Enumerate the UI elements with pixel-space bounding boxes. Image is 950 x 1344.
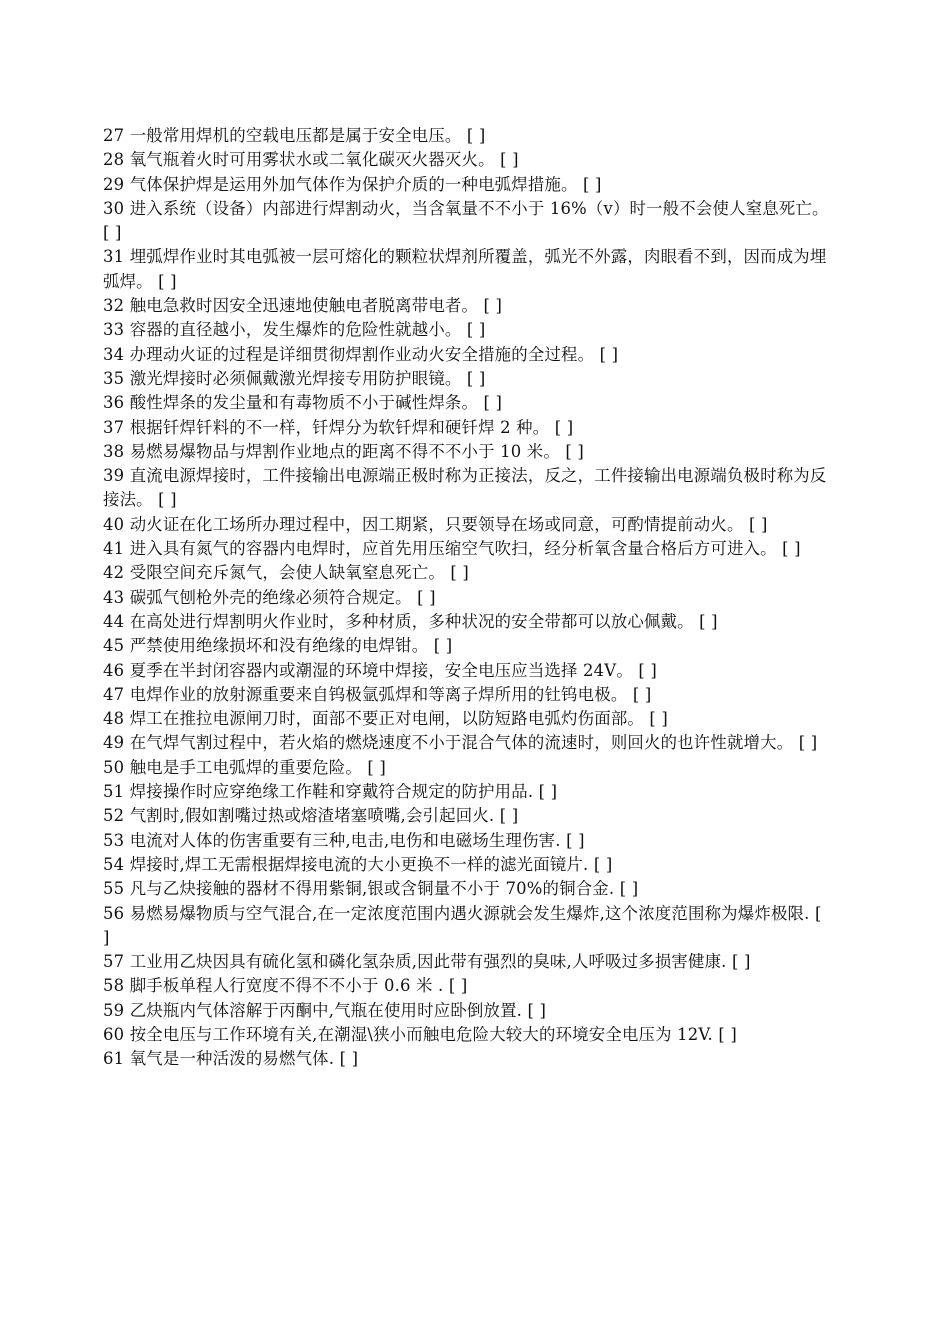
question-text: 氧气瓶着火时可用雾状水或二氧化碳灭火器灭火。 [ ]: [129, 150, 519, 170]
question-item: [103, 877, 833, 901]
question-text: 动火证在化工场所办理过程中，因工期紧，只要领导在场或同意，可酌情提前动火。 [ ]: [129, 514, 768, 534]
question-number: 49: [103, 733, 125, 753]
question-number: 44: [103, 611, 125, 631]
question-item: [103, 586, 833, 610]
question-number: 42: [103, 563, 125, 583]
question-number: 54: [103, 854, 125, 874]
question-item: [103, 464, 833, 513]
question-item: [103, 318, 833, 342]
question-number: 59: [103, 1000, 125, 1020]
question-text: 脚手板单程人行宽度不得不不小于 0.6 米 . [ ]: [129, 976, 468, 996]
question-text: 在高处进行焊割明火作业时，多种材质，多种状况的安全带都可以放心佩戴。 [ ]: [129, 611, 718, 631]
question-number: 47: [103, 684, 125, 704]
question-item: [103, 440, 833, 464]
question-text: 酸性焊条的发尘量和有毒物质不小于碱性焊条。 [ ]: [129, 393, 503, 413]
question-item: [103, 343, 833, 367]
question-number: 53: [103, 830, 125, 850]
question-item: [103, 367, 833, 391]
question-item: [103, 659, 833, 683]
question-item: [103, 780, 833, 804]
question-number: 30: [103, 198, 125, 218]
question-item: [103, 950, 833, 974]
question-text: 易燃易爆物品与焊割作业地点的距离不得不不小于 10 米。 [ ]: [129, 441, 584, 461]
question-item: [103, 1023, 833, 1047]
question-text: 直流电源焊接时，工件接输出电源端正极时称为正接法，反之，工件接输出电源端负极时称为反接法。 [ ]: [103, 466, 827, 510]
question-item: [103, 634, 833, 658]
question-number: 35: [103, 368, 125, 388]
question-item: [103, 148, 833, 172]
question-number: 43: [103, 587, 125, 607]
question-item: [103, 683, 833, 707]
question-text: 焊接时,焊工无需根据焊接电流的大小更换不一样的滤光面镜片. [ ]: [129, 854, 613, 874]
question-number: 60: [103, 1024, 125, 1044]
question-text: 夏季在半封闭容器内或潮湿的环境中焊接，安全电压应当选择 24V。 [ ]: [129, 660, 657, 680]
question-number: 61: [103, 1049, 125, 1069]
question-number: 52: [103, 806, 125, 826]
question-item: [103, 731, 833, 755]
question-item: [103, 391, 833, 415]
question-text: 受限空间充斥氮气，会使人缺氧窒息死亡。 [ ]: [129, 563, 469, 583]
question-text: 焊接操作时应穿绝缘工作鞋和穿戴符合规定的防护用品. [ ]: [129, 782, 558, 802]
question-text: 气体保护焊是运用外加气体作为保护介质的一种电弧焊措施。 [ ]: [129, 174, 602, 194]
question-text: 电流对人体的伤害重要有三种,电击,电伤和电磁场生理伤害. [ ]: [129, 830, 585, 850]
question-text: 严禁使用绝缘损坏和没有绝缘的电焊钳。 [ ]: [129, 636, 453, 656]
question-item: [103, 416, 833, 440]
question-number: 32: [103, 296, 125, 316]
question-number: 37: [103, 417, 125, 437]
question-text: 按全电压与工作环境有关,在潮湿\狭小而触电危险大较大的环境安全电压为 12V. [ ]: [129, 1024, 737, 1044]
question-text: 进入具有氮气的容器内电焊时，应首先用压缩空气吹扫，经分析氧含量合格后方可进入。 [ ]: [129, 539, 801, 559]
question-text: 根据钎焊钎料的不一样，钎焊分为软钎焊和硬钎焊 2 种。 [ ]: [129, 417, 574, 437]
question-number: 58: [103, 976, 125, 996]
question-number: 55: [103, 879, 125, 899]
question-text: 激光焊接时必须佩戴激光焊接专用防护眼镜。 [ ]: [129, 368, 486, 388]
question-item: [103, 853, 833, 877]
question-item: [103, 756, 833, 780]
question-text: 焊工在推拉电源闸刀时，面部不要正对电闸，以防短路电弧灼伤面部。 [ ]: [129, 709, 669, 729]
question-item: [103, 124, 833, 148]
question-number: 38: [103, 441, 125, 461]
question-number: 56: [103, 903, 125, 923]
question-text: 进入系统（设备）内部进行焊割动火，当含氧量不不小于 16%（v）时一般不会使人窒息死亡。 [ ]: [103, 198, 829, 243]
question-text: 气割时,假如割嘴过热或熔渣堵塞喷嘴,会引起回火. [ ]: [129, 806, 519, 826]
question-number: 46: [103, 660, 125, 680]
question-number: 50: [103, 757, 125, 777]
question-number: 33: [103, 320, 125, 340]
question-number: 57: [103, 952, 125, 972]
question-list: [103, 124, 833, 1072]
question-text: 凡与乙炔接触的器材不得用紫铜,银或含铜量不小于 70%的铜合金. [ ]: [129, 879, 639, 899]
question-number: 27: [103, 126, 125, 145]
question-number: 31: [103, 247, 125, 267]
question-item: [103, 974, 833, 998]
question-number: 40: [103, 514, 125, 534]
question-item: [103, 197, 833, 246]
question-item: [103, 999, 833, 1023]
question-text: 电焊作业的放射源重要来自钨极氩弧焊和等离子焊所用的钍钨电极。 [ ]: [129, 684, 652, 704]
question-number: 36: [103, 393, 125, 413]
question-text: 埋弧焊作业时其电弧被一层可熔化的颗粒状焊剂所覆盖，弧光不外露，肉眼看不到，因而成为埋弧焊。 [ ]: [103, 247, 827, 291]
question-item: [103, 829, 833, 853]
question-text: 乙炔瓶内气体溶解于丙酮中,气瓶在使用时应卧倒放置. [ ]: [129, 1000, 547, 1020]
question-text: 触电是手工电弧焊的重要危险。 [ ]: [129, 757, 386, 777]
question-text: 办理动火证的过程是详细贯彻焊割作业动火安全措施的全过程。 [ ]: [129, 344, 619, 364]
question-item: [103, 1047, 833, 1071]
question-number: 45: [103, 636, 125, 656]
question-item: [103, 561, 833, 585]
question-item: [103, 294, 833, 318]
question-number: 29: [103, 174, 125, 194]
question-text: 触电急救时因安全迅速地使触电者脱离带电者。 [ ]: [129, 296, 503, 316]
question-text: 碳弧气刨枪外壳的绝缘必须符合规定。 [ ]: [129, 587, 436, 607]
question-item: [103, 902, 833, 951]
question-number: 51: [103, 782, 125, 802]
question-number: 39: [103, 466, 125, 486]
question-text: 在气焊气割过程中，若火焰的燃烧速度不小于混合气体的流速时，则回火的也许性就增大。 [ ]: [129, 733, 818, 753]
question-number: 28: [103, 150, 125, 170]
question-number: 48: [103, 709, 125, 729]
question-item: [103, 173, 833, 197]
question-text: 氧气是一种活泼的易燃气体. [ ]: [129, 1049, 359, 1069]
question-text: 易燃易爆物质与空气混合,在一定浓度范围内遇火源就会发生爆炸,这个浓度范围称为爆炸极限. [ ]: [103, 903, 822, 947]
question-item: [103, 513, 833, 537]
question-item: [103, 804, 833, 828]
question-item: [103, 707, 833, 731]
question-text: 工业用乙炔因具有硫化氢和磷化氢杂质,因此带有强烈的臭味,人呼吸过多损害健康. [ ]: [129, 952, 751, 972]
question-item: [103, 537, 833, 561]
question-text: 一般常用焊机的空载电压都是属于安全电压。 [ ]: [129, 126, 486, 145]
question-number: 41: [103, 539, 125, 559]
question-text: 容器的直径越小，发生爆炸的危险性就越小。 [ ]: [129, 320, 486, 340]
question-item: [103, 610, 833, 634]
question-number: 34: [103, 344, 125, 364]
question-item: [103, 245, 833, 294]
